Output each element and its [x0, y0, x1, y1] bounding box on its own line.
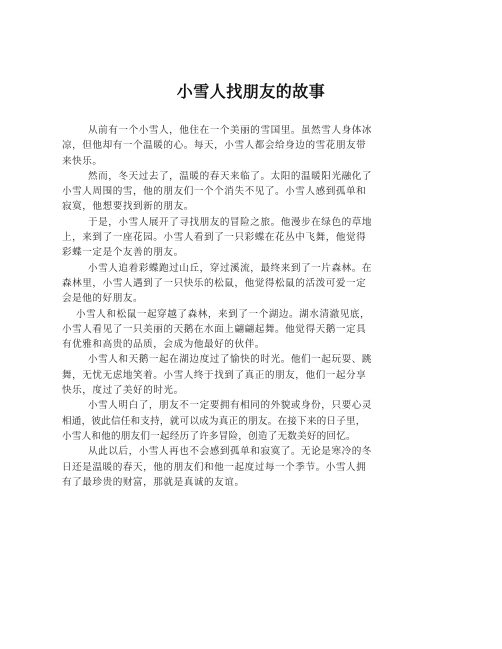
- paragraph-2: [62, 169, 440, 215]
- paragraph-1: [62, 123, 440, 169]
- paragraph-line: 凉，但他却有一个温暖的心。每天，小雪人都会给身边的雪花朋友带: [62, 140, 367, 152]
- paragraph-line: 寂寞，他想要找到新的朋友。: [62, 201, 194, 213]
- paragraph-line: 小雪人看见了一只美丽的天鹅在水面上翩翩起舞。他觉得天鹅一定具: [62, 323, 367, 335]
- paragraph-line: 小雪人明白了，朋友不一定要拥有相同的外貌或身份，只要心灵: [88, 400, 373, 412]
- paragraph-line: 会是他的好朋友。: [62, 293, 144, 305]
- paragraph-4: [62, 261, 440, 307]
- paragraph-7: [62, 398, 440, 444]
- paragraph-line: 森林里，小雪人遇到了一只快乐的松鼠，他觉得松鼠的活泼可爱一定: [62, 277, 367, 289]
- paragraph-6: [62, 352, 440, 398]
- paragraph-line: 舞，无忧无虑地笑着。小雪人终于找到了真正的朋友，他们一起分享: [62, 369, 367, 381]
- paragraph-line: 有优雅和高贵的品质，会成为他最好的伙伴。: [62, 339, 265, 351]
- paragraph-3: [62, 215, 440, 261]
- paragraph-line: 然而，冬天过去了，温暖的春天来临了。太阳的温暖阳光融化了: [88, 170, 373, 182]
- page-title: 小雪人找朋友的故事: [176, 82, 326, 101]
- paragraph-line: 相通，彼此信任和支持，就可以成为真正的朋友。在接下来的日子里，: [62, 415, 366, 427]
- paragraph-line: 彩蝶一定是个友善的朋友。: [62, 247, 184, 259]
- paragraph-line: 从前有一个小雪人，他住在一个美丽的雪国里。虽然雪人身体冰: [88, 125, 373, 136]
- paragraph-line: 于是，小雪人展开了寻找朋友的冒险之旅。他漫步在绿色的草地: [88, 216, 373, 228]
- paragraph-5: [62, 307, 440, 353]
- paragraph-line: 上，来到了一座花园。小雪人看到了一只彩蝶在花丛中飞舞，他觉得: [62, 232, 367, 244]
- paragraph-line: 小雪人和天鹅一起在湖边度过了愉快的时光。他们一起玩耍、跳: [88, 354, 373, 366]
- paragraph-line: 快乐，度过了美好的时光。: [62, 385, 184, 397]
- paragraph-line: 小雪人和他的朋友们一起经历了许多冒险，创造了无数美好的回忆。: [62, 430, 356, 442]
- paragraph-8: [62, 444, 440, 490]
- paragraph-line: 来快乐。: [62, 155, 103, 167]
- paragraph-line: 小雪人和松鼠一起穿越了森林，来到了一个湖边。湖水清澈见底，: [76, 308, 371, 320]
- paragraph-line: 小雪人周围的雪，他的朋友们一个个消失不见了。小雪人感到孤单和: [62, 186, 367, 198]
- story-body: [62, 123, 440, 490]
- paragraph-line: 日还是温暖的春天，他的朋友们和他一起度过每一个季节。小雪人拥: [62, 461, 367, 473]
- paragraph-line: 小雪人追着彩蝶跑过山丘，穿过溪流，最终来到了一片森林。在: [88, 262, 373, 274]
- paragraph-line: 有了最珍贵的财富，那就是真诚的友谊。: [62, 476, 245, 488]
- paragraph-line: 从此以后，小雪人再也不会感到孤单和寂寞了。无论是寒冷的冬: [88, 446, 373, 458]
